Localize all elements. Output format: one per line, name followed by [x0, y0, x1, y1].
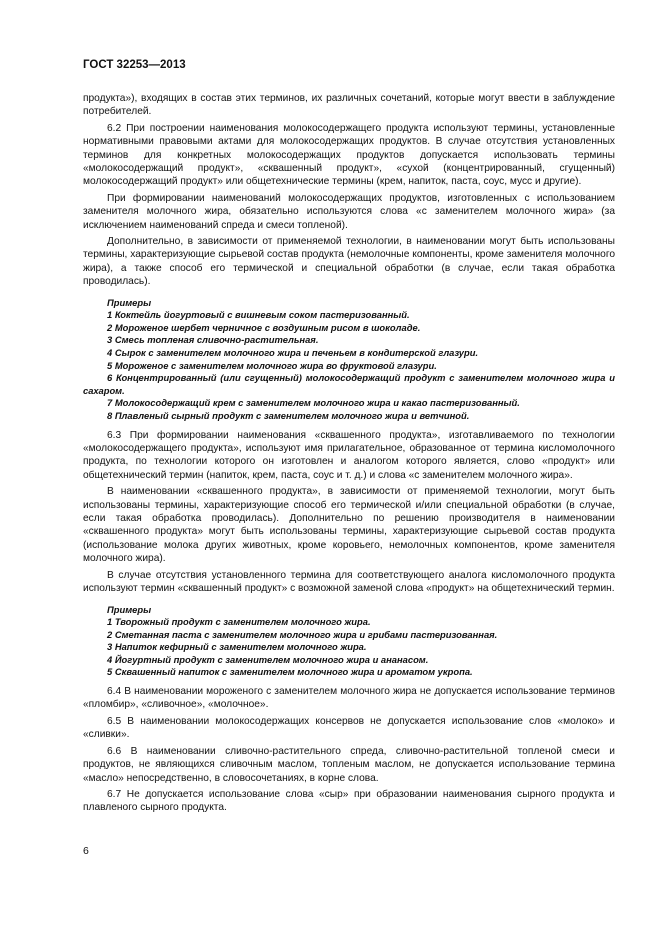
- page-number: 6: [83, 845, 89, 857]
- example-item: 1 Творожный продукт с заменителем молочного жира.: [107, 616, 371, 628]
- example-item: 2 Мороженое шербет черничное с воздушным рисом в шоколаде.: [107, 321, 421, 333]
- standard-header: ГОСТ 32253—2013: [83, 59, 186, 71]
- paragraph-6-2: 6.2 При построении наименования молокосодержащего продукта используют термины, установленные нормативными правовыми актами для молокосодержащих продуктов. В случае отсутствия установленных терминов для конкретных молокосодержащих продуктов допускается использовать термины «молокосодержащий продукт», «сквашенный продукт», «сухой (концентрированный, сгущенный) молокосодержащий продукт» или общетехнические термины (крем, напиток, паста, соус, мусс и другие).: [83, 122, 615, 188]
- example-item: 4 Йогуртный продукт с заменителем молочного жира и ананасом.: [107, 653, 429, 665]
- example-item: 7 Молокосодержащий крем с заменителем молочного жира и какао пастеризованный.: [107, 397, 520, 409]
- paragraph: В наименовании «сквашенного продукта», в зависимости от применяемой технологии, могут быть использованы термины, характеризующие способ его термической и/или специальной обработки (в случае, если такая обработка проводилась). Дополнительно по решению производителя в наименовании «сквашенного продукта» могут быть использованы термины, характеризующие сырьевой состав продукта (использование молока других животных, кроме коровьего, немолочных компонентов, кроме заменителя молочного жира).: [83, 486, 615, 565]
- example-item: 6 Концентрированный (или сгущенный) молокосодержащий продукт с заменителем молочного жира и сахаром.: [83, 372, 615, 396]
- page-body: [83, 92, 615, 818]
- paragraph: Дополнительно, в зависимости от применяемой технологии, в наименовании могут быть использованы термины, характеризующие сырьевой состав продукта (немолочные компоненты, кроме заменителя молочного жира), а также способ его термической и специальной обработки (в случае, если такая обработка проводилась).: [83, 236, 615, 288]
- example-item: 3 Напиток кефирный с заменителем молочного жира.: [107, 641, 367, 653]
- paragraph-6-7: 6.7 Не допускается использование слова «сыр» при образовании наименования сырного продукта и плавленого сырного продукта.: [83, 788, 615, 814]
- example-item: 2 Сметанная паста с заменителем молочного жира и грибами пастеризованная.: [107, 628, 498, 640]
- paragraph-6-3: 6.3 При формировании наименования «сквашенного продукта», изготавливаемого по технологии «молокосодержащего продукта», используют имя прилагательное, образованное от термина кисломолочного продукта, по технологии которого он изготовлен и аналогом которого является, слово «продукт» или общетехнический термин (напиток, крем, паста, соус и т. д.) и слова «с заменителем молочного жира».: [83, 429, 615, 481]
- examples-heading: Примеры: [107, 296, 152, 308]
- example-item: 5 Сквашенный напиток с заменителем молочного жира и ароматом укропа.: [107, 666, 473, 678]
- example-item: 1 Коктейль йогуртовый с вишневым соком пастеризованный.: [107, 309, 410, 321]
- paragraph-6-6: 6.6 В наименовании сливочно-растительного спреда, сливочно-растительной топленой смеси и продуктов, не являющихся сливочным маслом, топленым маслом, не допускается использование термина «масло» непосредственно, в словосочетаниях, в корне слова.: [83, 745, 615, 784]
- paragraph: При формировании наименований молокосодержащих продуктов, изготовленных с использованием заменителя молочного жира, обязательно используются слова «с заменителем молочного жира» (за исключением наименований спреда и смеси топленой).: [83, 192, 615, 231]
- example-item: 4 Сырок с заменителем молочного жира и печеньем в кондитерской глазури.: [107, 347, 479, 359]
- paragraph-6-4: 6.4 В наименовании мороженого с заменителем молочного жира не допускается использование терминов «пломбир», «сливочное», «молочное».: [83, 686, 615, 711]
- example-item: 5 Мороженое с заменителем молочного жира во фруктовой глазури.: [107, 359, 437, 371]
- examples-block-1: [83, 297, 615, 423]
- paragraph-continuation: продукта»), входящих в состав этих терминов, их различных сочетаний, которые могут ввести в заблуждение потребителей.: [83, 93, 615, 118]
- examples-block-2: [83, 604, 615, 680]
- paragraph: В случае отсутствия установленного термина для соответствующего аналога кисломолочного продукта используют термин «сквашенный продукт» с возможной заменой слова «продукт» на общетехнический термин.: [83, 569, 615, 595]
- examples-heading: Примеры: [107, 603, 152, 615]
- paragraph-6-5: 6.5 В наименовании молокосодержащих консервов не допускается использование слов «молоко» и «сливки».: [83, 715, 615, 741]
- example-item: 3 Смесь топленая сливочно-растительная.: [107, 334, 319, 346]
- example-item: 8 Плавленый сырный продукт с заменителем молочного жира и ветчиной.: [107, 410, 470, 422]
